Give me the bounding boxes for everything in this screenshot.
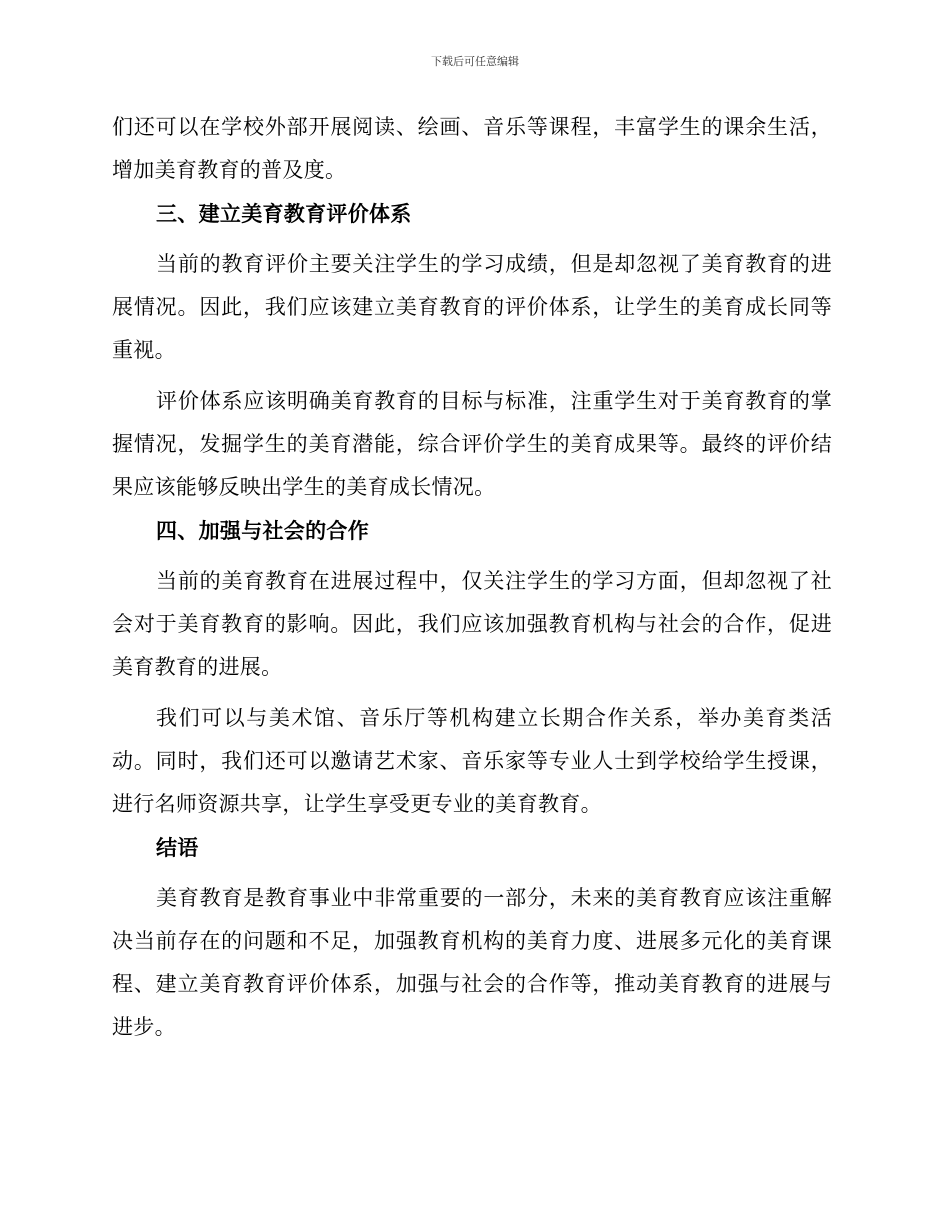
paragraph-continued: 们还可以在学校外部开展阅读、绘画、音乐等课程，丰富学生的课余生活，增加美育教育的普及度。 (112, 115, 832, 182)
paragraph-cooperation-1: 当前的美育教育在进展过程中，仅关注学生的学习方面，但却忽视了社会对于美育教育的影响。因此，我们应该加强教育机构与社会的合作，促进美育教育的进展。 (112, 569, 832, 679)
header-note: 下载后可任意编辑 (431, 55, 519, 68)
section-heading-evaluation: 三、建立美育教育评价体系 (156, 201, 412, 226)
paragraph-cooperation-2: 我们可以与美术馆、音乐厅等机构建立长期合作关系，举办美育类活动。同时，我们还可以邀请艺术家、音乐家等专业人士到学校给学生授课，进行名师资源共享，让学生享受更专业的美育教育。 (112, 706, 832, 816)
section-heading-conclusion: 结语 (156, 835, 199, 860)
document-body (112, 106, 832, 1049)
section-heading-cooperation: 四、加强与社会的合作 (156, 518, 369, 543)
paragraph-conclusion: 美育教育是教育事业中非常重要的一部分，未来的美育教育应该注重解决当前存在的问题和不足，加强教育机构的美育力度、进展多元化的美育课程、建立美育教育评价体系，加强与社会的合作等，推动美育教育的进展与进步。 (112, 886, 832, 1039)
paragraph-evaluation-1: 当前的教育评价主要关注学生的学习成绩，但是却忽视了美育教育的进展情况。因此，我们应该建立美育教育的评价体系，让学生的美育成长同等重视。 (112, 252, 832, 362)
paragraph-evaluation-2: 评价体系应该明确美育教育的目标与标准，注重学生对于美育教育的掌握情况，发掘学生的美育潜能，综合评价学生的美育成果等。最终的评价结果应该能够反映出学生的美育成长情况。 (112, 389, 832, 499)
